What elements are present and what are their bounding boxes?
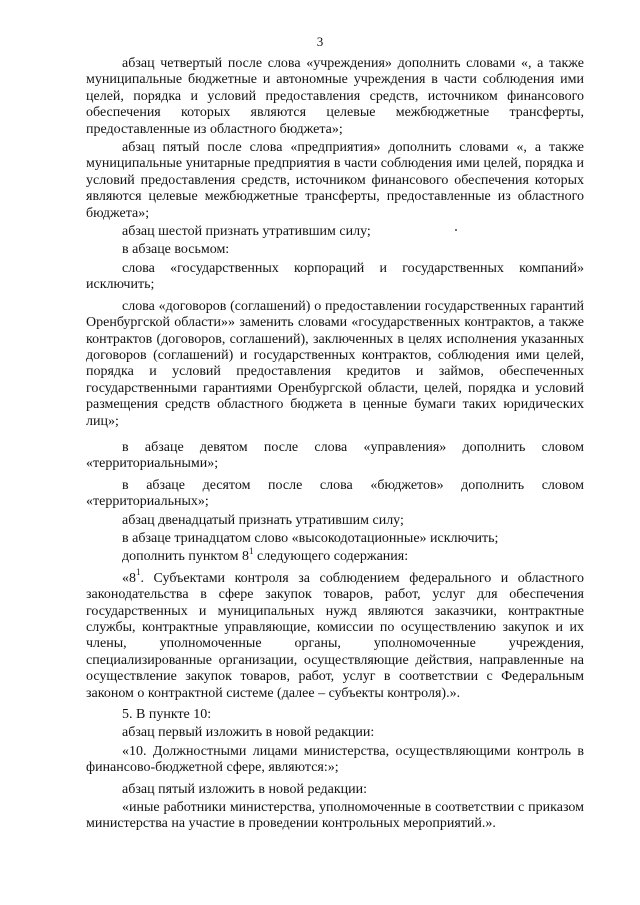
paragraph-11-after: следующего содержания: [253, 549, 409, 565]
paragraph-3: абзац шестой признать утратившим силу; [122, 224, 371, 240]
paragraph-17: «иные работники министерства, уполномоченные в соответствии с приказом министерства на участие в проведении контрольных мероприятий.». [86, 800, 584, 832]
paragraph-1: абзац четвертый после слова «учреждения» дополнить словами «, а также муниципальные бюджетные и автономные учреждения в части соблюдения ими целей, порядка и условий предоставления средств, источником финансового обеспечения которых являются целевые межбюджетные трансферты, предоставленные из областного бюджета»; [86, 56, 584, 137]
paragraph-6: слова «договоров (соглашений) о предоставлении государственных гарантий Оренбургской области»» заменить словами «государственных контрактов, а также контрактов (договоров, соглашений), заключенных в целях исполнения указанных договоров (соглашений) и государственных контрактов, соблюдения ими целей, порядка и условий предоставления кредитов и займов, обеспеченных государственными гарантиями Оренбургской области, целей, порядка и условий размещения средств областного бюджета в ценные бумаги таких юридических лиц»; [86, 298, 584, 429]
paragraph-12-after: . Субъектами контроля за соблюдением федерального и областного законодательства в сфере закупок товаров, работ, услуг для обеспечения государственных и муниципальных нужд являются заказчики, контрактные службы, контрактные управляющие, комиссии по осуществлению закупок и их члены, уполномоченные органы, уполномоченные учреждения, специализированные организации, осуществляющие действия, направленные на осуществление закупок товаров, работ, услуг в соответствии с Федеральным законом о контрактной системе (далее – субъекты контроля).». [86, 570, 584, 701]
paragraph-12 [86, 567, 584, 702]
paragraph-15: «10. Должностными лицами министерства, осуществляющими контроль в финансово-бюджетной сфере, являются:»; [86, 743, 584, 776]
paragraph-5: слова «государственных корпораций и государственных компаний» исключить; [86, 260, 584, 293]
page-number: 3 [316, 34, 324, 49]
document-body [86, 56, 584, 833]
paragraph-7: в абзаце девятом после слова «управления» дополнить словом «территориальными»; [86, 439, 584, 472]
paragraph-11 [86, 545, 584, 565]
paragraph-16: абзац пятый изложить в новой редакции: [122, 781, 367, 797]
paragraph-12-superscript: 1 [136, 567, 141, 578]
paragraph-4: в абзаце восьмом: [122, 242, 230, 258]
paragraph-2: абзац пятый после слова «предприятия» дополнить словами «, а также муниципальные унитарные предприятия в части соблюдения ими целей, порядка и условий предоставления средств, источником финансового обеспечения которых являются целевые межбюджетные трансферты, предоставленные из областного бюджета»; [86, 140, 584, 221]
paragraph-8: в абзаце десятом после слова «бюджетов» дополнить словом «территориальных»; [86, 477, 584, 510]
paragraph-14: абзац первый изложить в новой редакции: [122, 725, 375, 741]
paragraph-11-superscript: 1 [249, 545, 254, 556]
paragraph-10: в абзаце тринадцатом слово «высокодотационные» исключить; [122, 530, 499, 546]
paragraph-9: абзац двенадцатый признать утратившим силу; [122, 512, 404, 528]
paragraph-13: 5. В пункте 10: [122, 707, 212, 723]
paragraph-12-before: «8 [122, 570, 136, 586]
paragraph-11-before: дополнить пунктом 8 [122, 549, 250, 565]
